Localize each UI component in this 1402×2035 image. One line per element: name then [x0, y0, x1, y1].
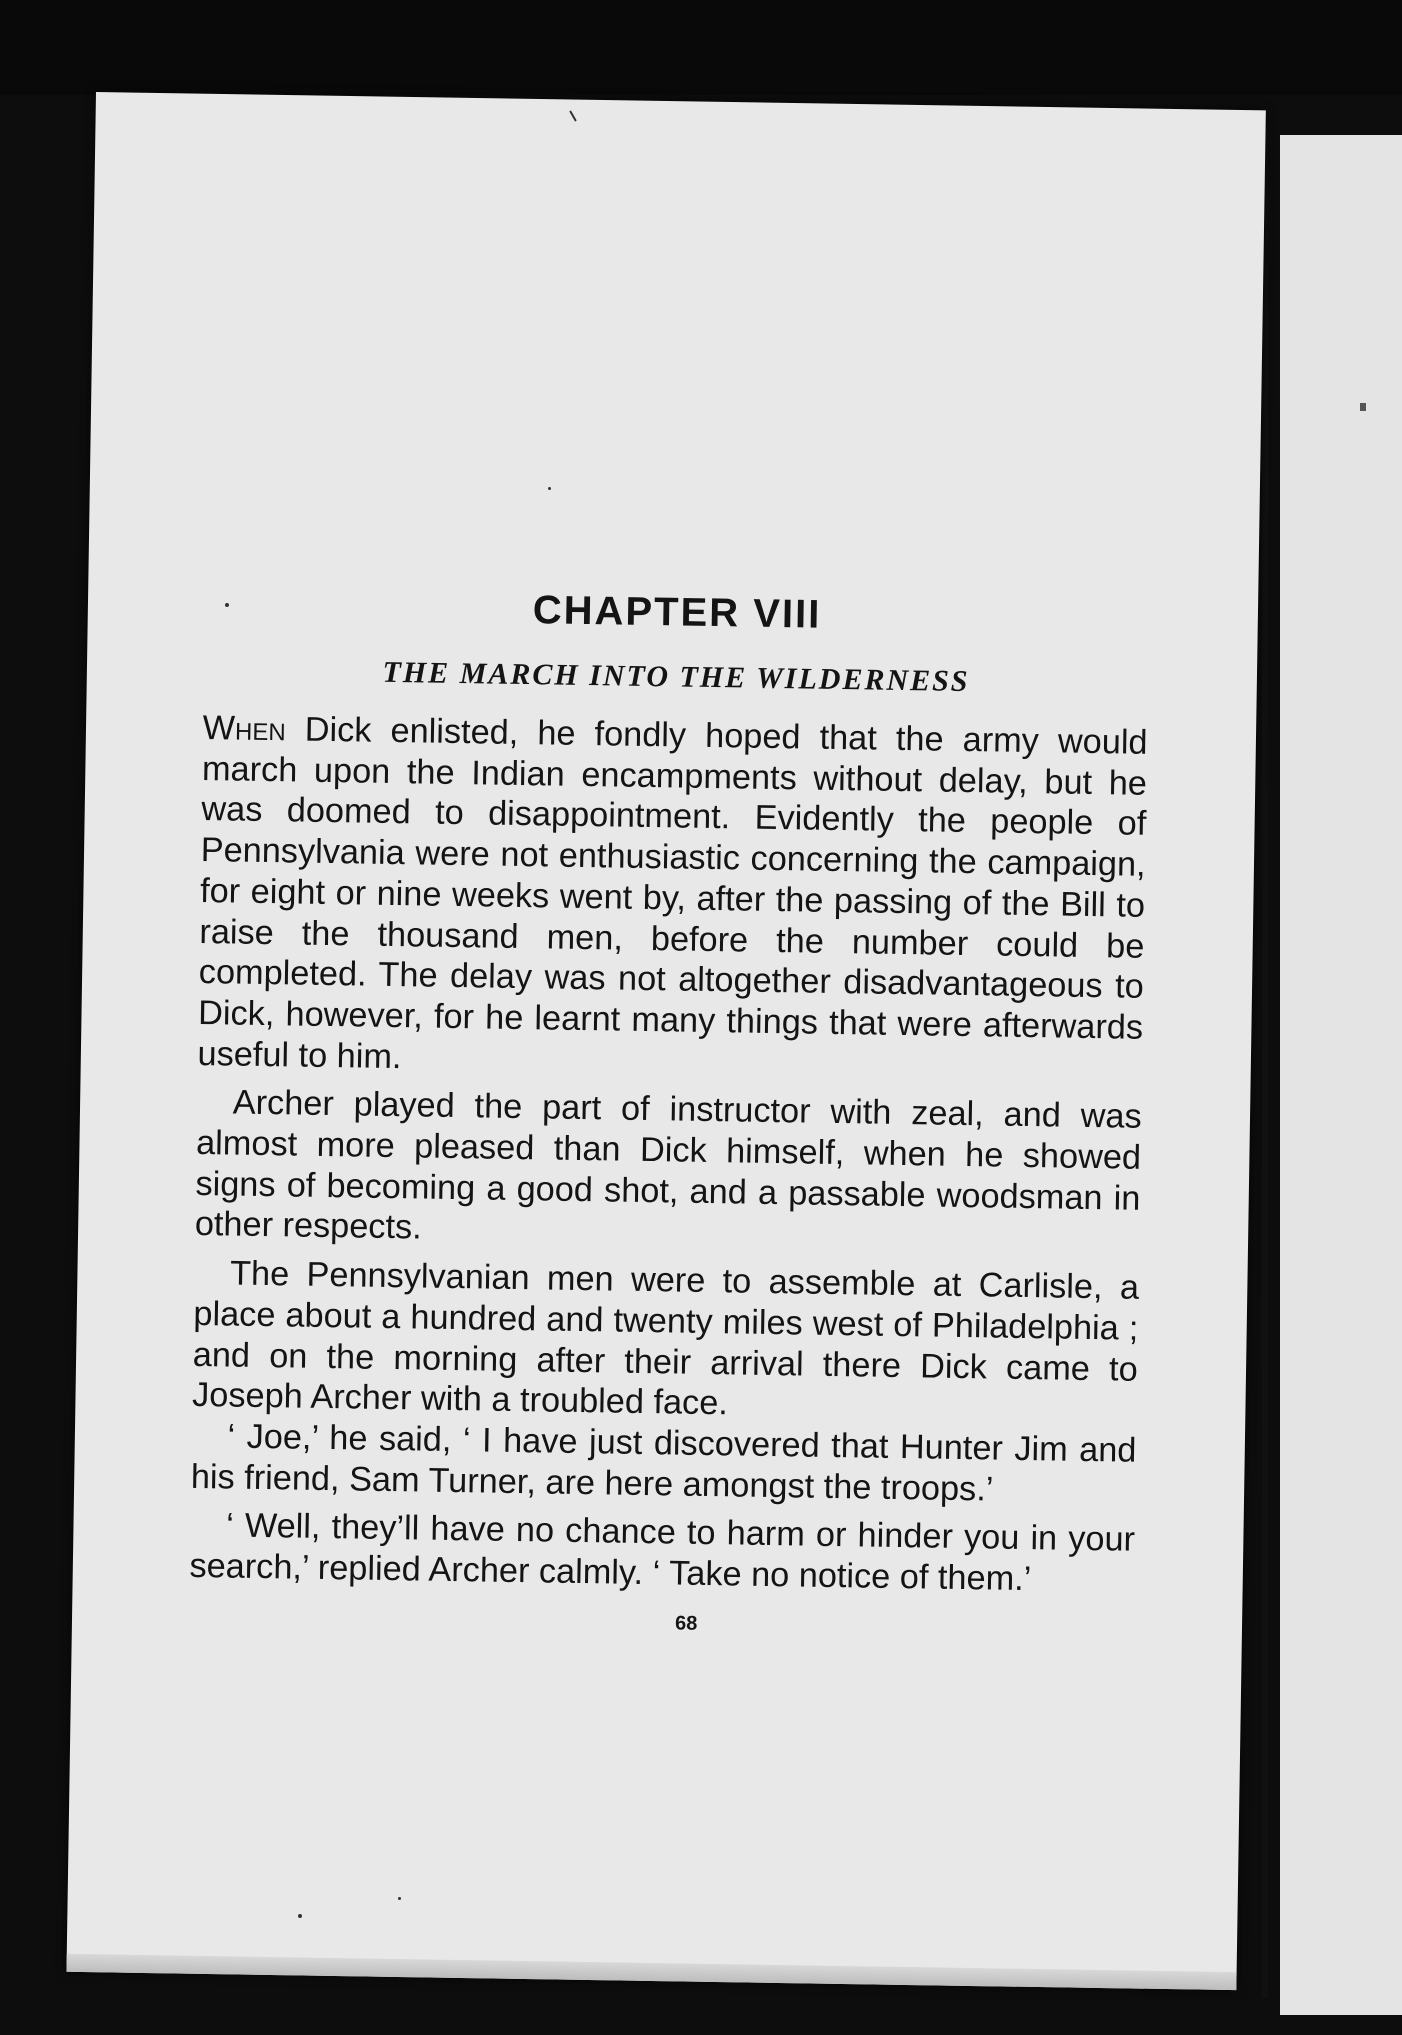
page-number: 68 [674, 1612, 698, 1635]
paragraph-3: The Pennsylvanian men were to assemble at Carlisle, a place about a hundred and twenty miles west of Philadelphia ; and on the morning after their arrival there Dick came to Joseph Archer with a troubled face. [191, 1254, 1140, 1423]
book-gutter [1262, 128, 1268, 1998]
paragraph-4: ‘ Joe,’ he said, ‘ I have just discovered that Hunter Jim and his friend, Sam Turner, are here amongst the troops.’ [190, 1417, 1137, 1509]
scan-speck [398, 1897, 401, 1900]
scan-speck [548, 487, 551, 490]
paragraph-1 [197, 708, 1148, 1089]
facing-page-speck [1360, 403, 1366, 411]
paragraph-2: Archer played the part of instructor with zeal, and was almost more pleased than Dick himself, when he showed signs of becoming a good shot, and a passable woodsman in other respects. [194, 1083, 1142, 1247]
paragraph-5: ‘ Well, they’ll have no chance to harm or hinder you in your search,’ replied Archer calmly. ‘ Take no notice of them.’ [189, 1506, 1136, 1599]
scan-speck [298, 1914, 302, 1918]
facing-page-edge [1280, 135, 1402, 2015]
chapter-title: CHAPTER VIII [532, 588, 822, 637]
paragraph-1-text: Dick enlisted, he fondly hoped that the army would march upon the Indian encampments without delay, but he was doomed to disappointment. Evidently the people of Pennsylvania were not enthusiastic concerning the campaign, for eight or nine weeks went by, after the passing of the Bill to raise the thousand men, before the number could be completed. The delay was not altogether disadvantageous to Dick, however, for he learnt many things that were afterwards useful to him. [197, 710, 1148, 1076]
page-bottom-edge [66, 1954, 1236, 1990]
scan-background [0, 0, 1402, 95]
chapter-subtitle: THE MARCH INTO THE WILDERNESS [382, 655, 970, 699]
page-text-block [189, 580, 1150, 1642]
paragraph-lead-word: When [202, 708, 287, 749]
